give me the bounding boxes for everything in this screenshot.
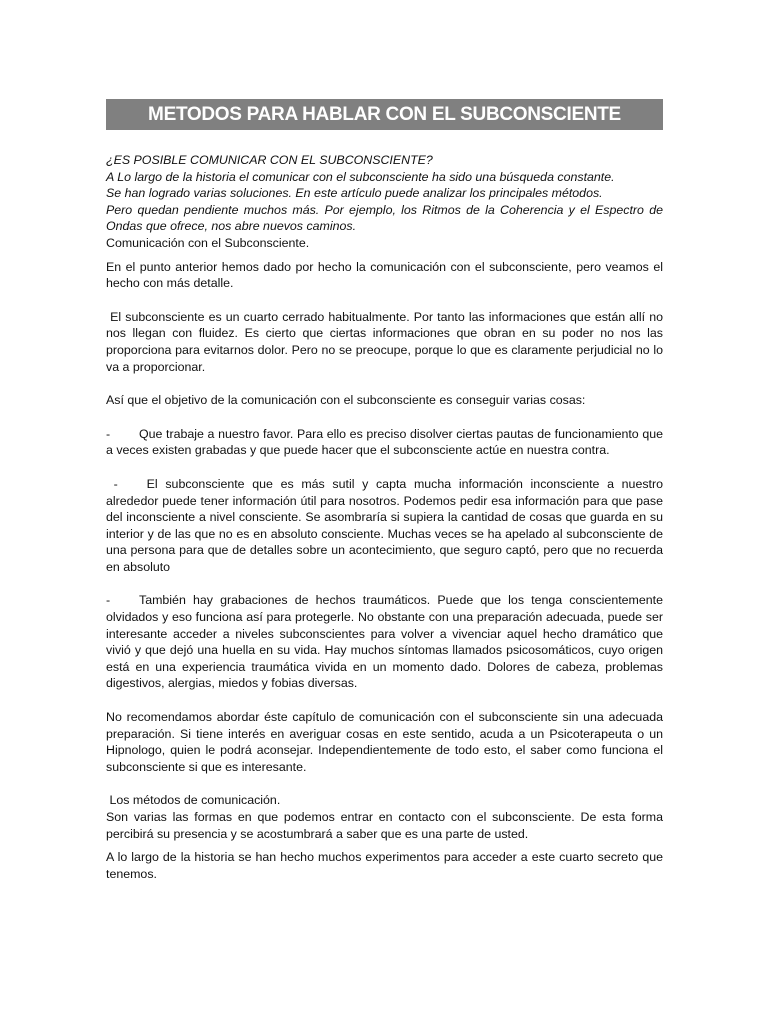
section-heading: Comunicación con el Subconsciente. [106, 235, 310, 250]
bullet-dash: - [113, 476, 118, 491]
paragraph: El subconsciente es un cuarto cerrado habitualmente. Por tanto las informaciones que están allí no nos llegan con fluidez. Es cierto que ciertas informaciones que obran en su poder no nos las proporciona para evitarnos dolor. Pero no se preocupe, porque lo que es claramente perjudicial no lo va a proporcionar. [106, 309, 663, 374]
list-item: - También hay grabaciones de hechos traumáticos. Puede que los tenga conscientemente olvidados y eso funciona así para protegerle. No obstante con una preparación adecuada, puede ser interesante acceder a niveles subconscientes para volver a vivenciar aquel hecho dramático que vivió y que dejó una huella en su vida. Hay muchos síntomas llamados psicosomáticos, cuyo origen está en una experiencia traumática vivida en un momento dado. Dolores de cabeza, problemas digestivos, alergias, miedos y fobias diversas. [106, 593, 663, 691]
list-item: - El subconsciente que es más sutil y capta mucha información inconsciente a nuestro alrededor puede tener información útil para nosotros. Podemos pedir esa información para que pase del inconsciente a nivel consciente. Se asombraría si supiera la cantidad de cosas que guarda en su interior y de las que no es en absoluto consciente. Muchas veces se ha apelado al subconsciente de una persona para que de detalles sobre un acontecimiento, que seguro captó, pero que no recuerda en absoluto [106, 476, 663, 574]
document-title: METODOS PARA HABLAR CON EL SUBCONSCIENTE [106, 99, 663, 130]
paragraph: A lo largo de la historia se han hecho muchos experimentos para acceder a este cuarto secreto que tenemos. [106, 850, 663, 881]
document-body [106, 152, 663, 882]
intro-block [106, 152, 663, 252]
paragraph: Así que el objetivo de la comunicación con el subconsciente es conseguir varias cosas: [106, 393, 586, 408]
bullet-dash: - [106, 593, 111, 608]
list-item: - Que trabaje a nuestro favor. Para ello es preciso disolver ciertas pautas de funcionamiento que a veces existen grabadas y que puede hacer que el subconsciente actúe en nuestra contra. [106, 426, 663, 458]
section-heading: Los métodos de comunicación. [109, 793, 281, 808]
paragraph: Son varias las formas en que podemos entrar en contacto con el subconsciente. De esta forma percibirá su presencia y se acostumbrará a saber que es una parte de usted. [106, 810, 663, 841]
bullet-dash: - [106, 426, 111, 441]
intro-line: A Lo largo de la historia el comunicar con el subconsciente ha sido una búsqueda constante. [106, 169, 615, 184]
intro-line: Pero quedan pendiente muchos más. Por ejemplo, los Ritmos de la Coherencia y el Espectro de Ondas que ofrece, nos abre nuevos caminos. [106, 202, 663, 234]
intro-heading: ¿ES POSIBLE COMUNICAR CON EL SUBCONSCIENTE? [106, 153, 433, 167]
paragraph: No recomendamos abordar éste capítulo de comunicación con el subconsciente sin una adecuada preparación. Si tiene interés en averiguar cosas en este sentido, acuda a un Psicoterapeuta o un Hipnologo, quien le podrá aconsejar. Independientemente de todo esto, el saber como funciona el subconsciente si que es interesante. [106, 710, 663, 774]
intro-line: Se han logrado varias soluciones. En este artículo puede analizar los principales métodos. [106, 186, 603, 201]
paragraph: En el punto anterior hemos dado por hecho la comunicación con el subconsciente, pero veamos el hecho con más detalle. [106, 259, 663, 291]
